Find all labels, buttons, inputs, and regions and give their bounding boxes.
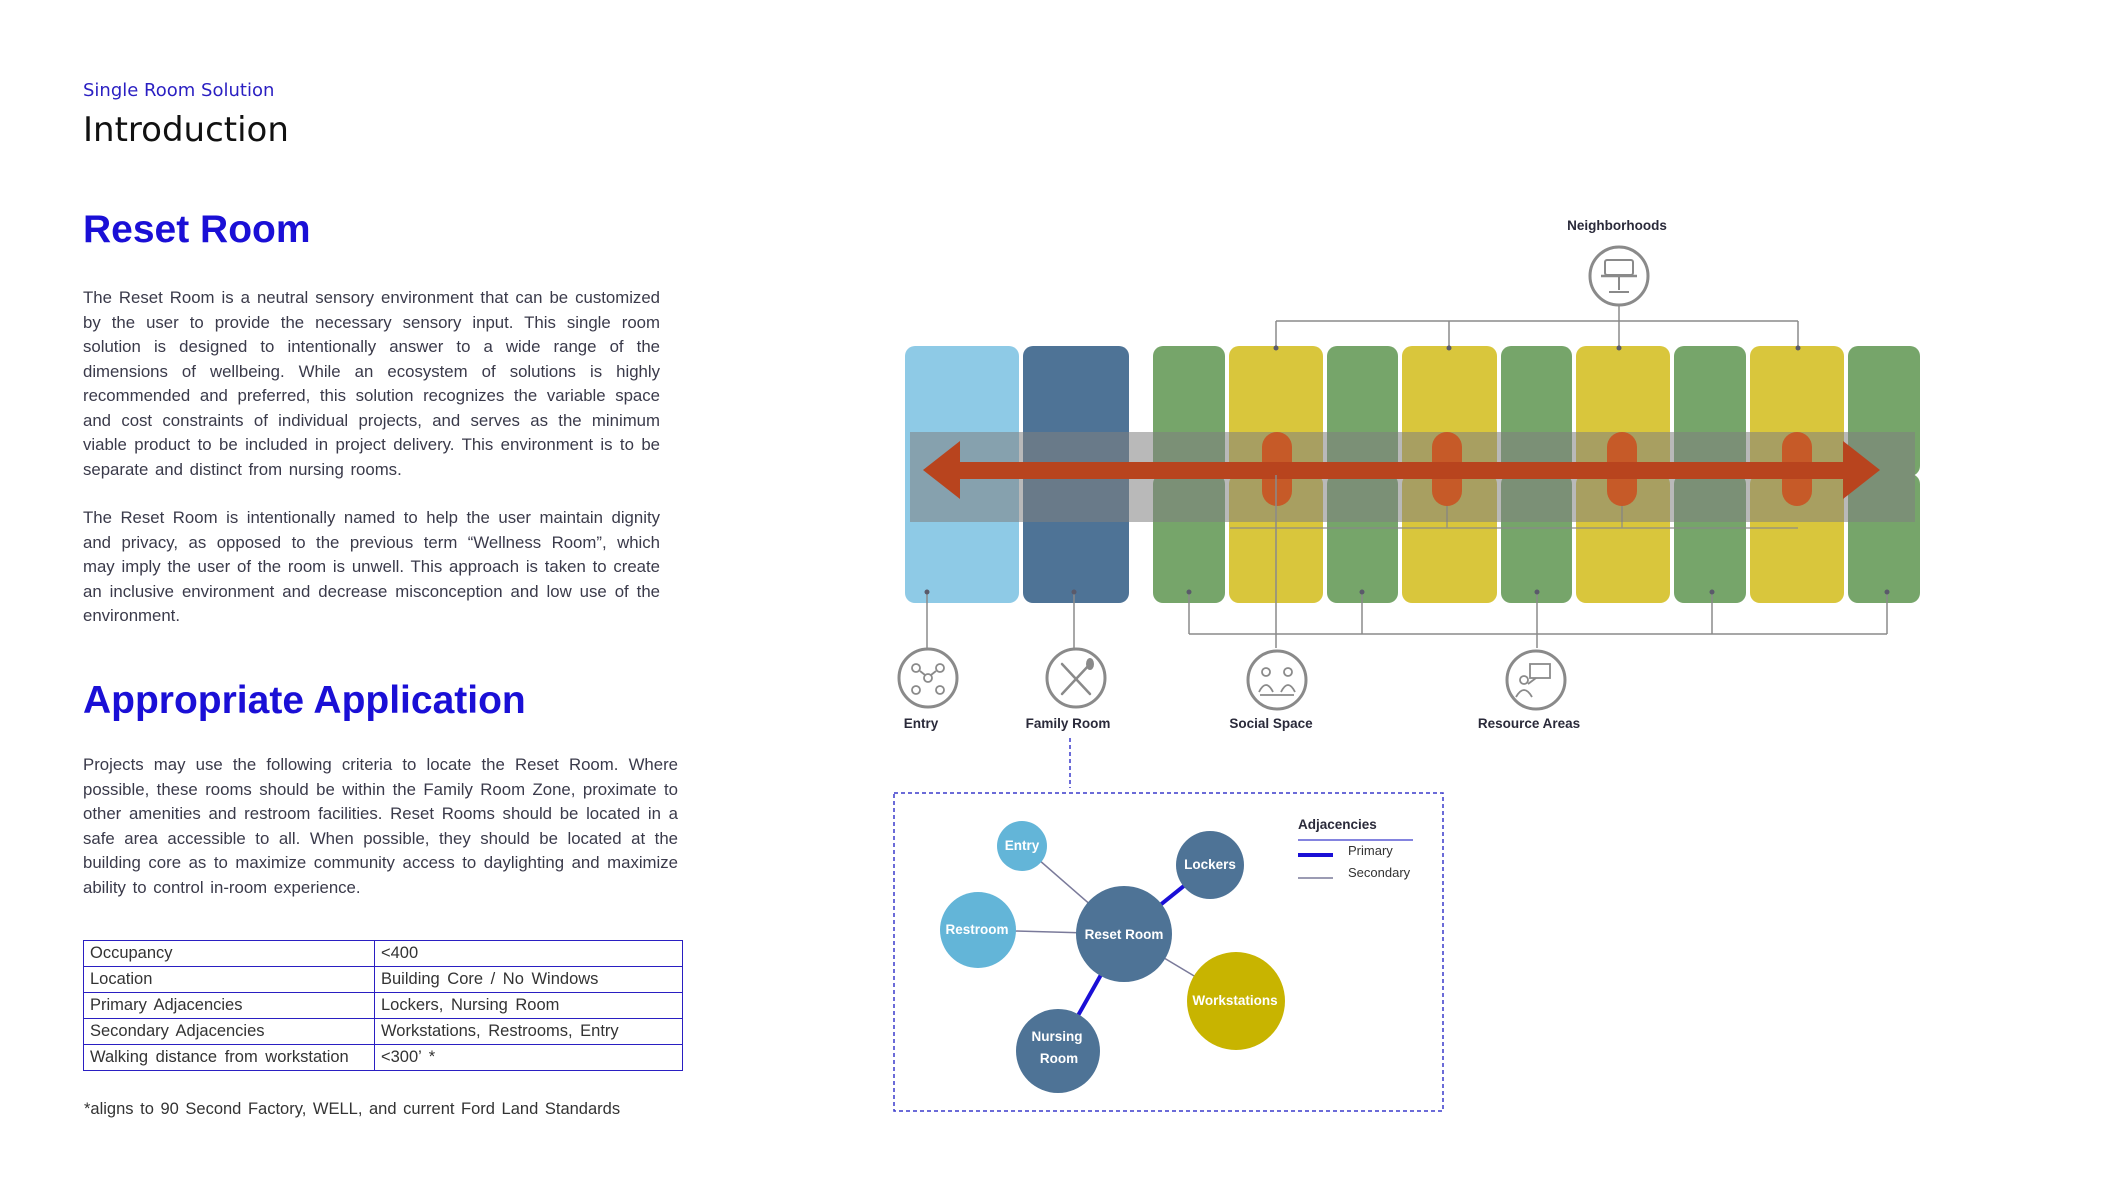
page-title: Introduction [83, 110, 289, 150]
criteria-value: <300’ * [375, 1045, 683, 1071]
entry-people-icon [899, 649, 957, 707]
criteria-key: Primary Adjacencies [84, 993, 375, 1019]
neighborhoods-label: Neighborhoods [1567, 218, 1667, 233]
nursing-node-label-line2: Room [1039, 1051, 1079, 1066]
adjacency-diagram [894, 793, 1443, 1111]
criteria-key: Walking distance from workstation [84, 1045, 375, 1071]
social-space-label: Social Space [1229, 716, 1313, 731]
utensils-icon [1047, 649, 1105, 707]
criteria-value: Workstations, Restrooms, Entry [375, 1019, 683, 1045]
nursing-node-label-line1: Nursing [1031, 1029, 1083, 1044]
entry-label: Entry [903, 716, 939, 731]
adjacency-legend [1298, 817, 1413, 880]
reset-room-heading: Reset Room [83, 208, 311, 251]
legend-secondary: Secondary [1348, 865, 1411, 880]
reset-room-paragraph-1: The Reset Room is a neutral sensory environment that can be customized by the user to provide the necessary sensory input. This single room solution is designed to intentionally answer to a wide range of the dimensions of wellbeing. While an ecosystem of solutions is highly recommended and preferred, this solution recognizes the variable space and cost constraints of individual projects, and serves as the minimum viable product to be included in project delivery. This environment is to be separate and distinct from nursing rooms. [83, 288, 660, 479]
top-connector-lines [1276, 305, 1798, 348]
entry-node-label: Entry [1004, 838, 1040, 853]
criteria-value: Building Core / No Windows [375, 967, 683, 993]
criteria-key: Location [84, 967, 375, 993]
social-meeting-icon [1248, 651, 1306, 709]
workstations-node-label: Workstations [1192, 993, 1278, 1008]
reset-room-node-label: Reset Room [1084, 927, 1164, 942]
family-room-label: Family Room [1025, 716, 1111, 731]
application-paragraph: Projects may use the following criteria to locate the Reset Room. Where possible, these rooms should be within the Family Room Zone, proximate to other amenities and restroom facilities. Reset Rooms should be located in a safe area accessible to all. When possible, they should be located at the building core as to maximize community access to daylighting and maximize ability to control in-room experience. [83, 755, 678, 897]
reset-room-paragraph-2: The Reset Room is intentionally named to help the user maintain dignity and privacy, as opposed to the previous term “Wellness Room”, which may imply the user of the room is unwell. This approach is taken to create an inclusive environment and decrease misconception and low use of the environment. [83, 508, 660, 625]
legend-title: Adjacencies [1298, 817, 1377, 832]
section-subtitle: Single Room Solution [83, 80, 275, 101]
criteria-value: Lockers, Nursing Room [375, 993, 683, 1019]
desk-chair-icon [1590, 247, 1648, 305]
criteria-value: <400 [375, 941, 683, 967]
presentation-board-icon [1507, 651, 1565, 709]
standards-footnote: *aligns to 90 Second Factory, WELL, and current Ford Land Standards [84, 1100, 621, 1118]
lockers-node-label: Lockers [1184, 857, 1236, 872]
application-heading: Appropriate Application [83, 679, 526, 722]
legend-primary: Primary [1348, 843, 1393, 858]
criteria-key: Secondary Adjacencies [84, 1019, 375, 1045]
criteria-key: Occupancy [84, 941, 375, 967]
restroom-node-label: Restroom [945, 922, 1009, 937]
resource-areas-label: Resource Areas [1477, 716, 1581, 731]
